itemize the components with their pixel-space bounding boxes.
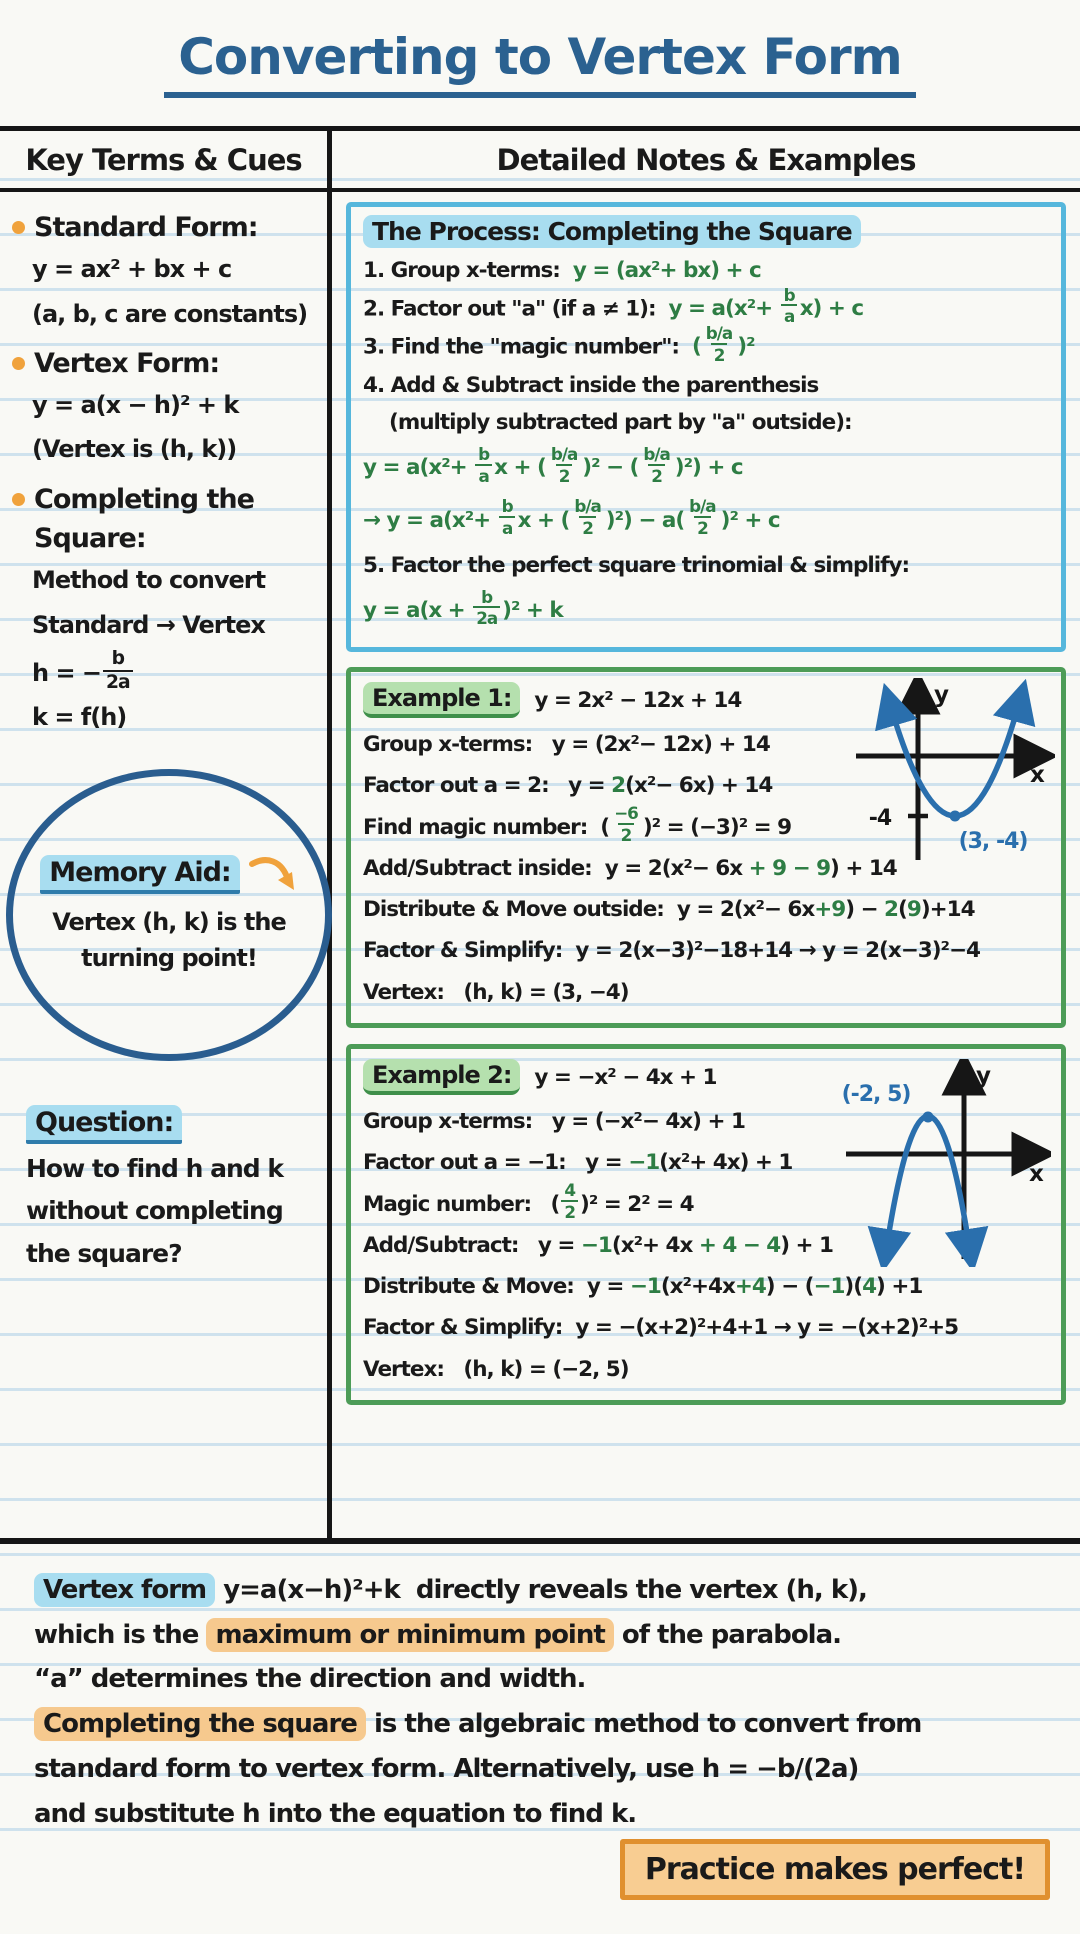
example1-step: Factor out a = 2: y = 2(x²− 6x) + 14 (363, 773, 773, 799)
key-term-line: Method to convert (32, 566, 266, 595)
question-label-row (26, 1107, 321, 1138)
hand-drawn-circle-icon (6, 769, 332, 1061)
process-title-row (363, 217, 1049, 246)
process-step: → y = a(x²+ $\frac{b}{a}$ x + ( $\frac{b/a}{2}$ )²) − a( $\frac{b/a}{2}$ )² + c (363, 496, 780, 539)
header-detailed-notes: Detailed Notes & Examples (496, 142, 916, 177)
example1-step: Distribute & Move outside: y = 2(x²− 6x+9) − 2(9)+14 (363, 897, 975, 923)
example1-step: Group x-terms: y = (2x²− 12x) + 14 (363, 732, 770, 758)
key-term-vertex-form (12, 344, 321, 472)
example2-step: Add/Subtract: y = −1(x²+ 4x + 4 − 4) + 1 (363, 1232, 834, 1258)
process-step: 1. Group x-terms: y = (ax²+ bx) + c (363, 258, 761, 283)
practice-badge: Practice makes perfect! (620, 1839, 1050, 1900)
process-step: y = a(x²+ $\frac{b}{a}$ x + ( $\frac{b/a}{2}$ )² − ( $\frac{b/a}{2}$ )²) + c (363, 443, 743, 486)
example1-step: Vertex: (h, k) = (3, −4) (363, 979, 629, 1005)
key-term-completing-square (12, 480, 321, 735)
header-key-terms: Key Terms & Cues (0, 131, 332, 188)
bullet-icon (12, 493, 25, 506)
process-step: (multiply subtracted part by "a" outside): (389, 410, 852, 436)
key-term-standard-form (12, 208, 321, 336)
question-line: without completing (26, 1196, 283, 1226)
question-block (12, 1107, 321, 1276)
page-title: Converting to Vertex Form (164, 28, 916, 98)
content-row (0, 192, 1080, 1544)
vertex-label: (3, -4) (958, 829, 1028, 855)
key-term-line: (Vertex is (h, k)) (32, 435, 237, 464)
question-label: Question: (26, 1105, 182, 1144)
example1-box (346, 667, 1066, 1028)
example2-step: Factor out a = −1: y = −1(x²+ 4x) + 1 (363, 1150, 793, 1176)
summary-line: which is the maximum or minimum point of the parabola. (34, 1619, 842, 1650)
example2-step: Distribute & Move: y = −1(x²+4x+4) − (−1)(4) +1 (363, 1274, 923, 1300)
question-line: the square? (26, 1238, 182, 1268)
key-term-line: y = ax² + bx + c (32, 255, 232, 284)
summary-line: Completing the square is the algebraic method to convert from (34, 1702, 1050, 1747)
example2-step: Group x-terms: y = (−x²− 4x) + 1 (363, 1109, 745, 1135)
example2-label: Example 2: (363, 1059, 520, 1095)
process-title: The Process: Completing the Square (363, 215, 861, 248)
summary-line: standard form to vertex form. Alternatively, use h = −b/(2a) (34, 1753, 859, 1784)
memory-aid-line: turning point! (81, 943, 257, 972)
y-tick-label: -4 (868, 806, 892, 832)
question-line: How to find h and k (26, 1153, 283, 1183)
process-step: y = a(x + $\frac{b}{2a}$ )² + k (363, 586, 563, 629)
key-term-line: y = a(x − h)² + k (32, 391, 239, 420)
key-term-label: Standard Form: (34, 212, 258, 243)
example1-parabola-graph (850, 678, 1055, 868)
bullet-icon (12, 357, 25, 370)
bullet-icon (12, 221, 25, 234)
example1-step: Factor & Simplify: y = 2(x−3)²−18+14 → y = 2(x−3)²−4 (363, 938, 980, 964)
example2-step: Vertex: (h, k) = (−2, 5) (363, 1356, 629, 1382)
example2-step: Factor & Simplify: y = −(x+2)²+4+1 → y = −(x+2)²+5 (363, 1315, 959, 1341)
memory-aid (6, 769, 332, 1061)
memory-aid-label: Memory Aid: (40, 855, 239, 894)
key-term-line: k = f(h) (32, 703, 127, 732)
vertex-label: (-2, 5) (841, 1082, 911, 1108)
example2-step: Magic number: ( $\frac{4}{2}$ )² = 2² = 4 (363, 1180, 694, 1223)
summary-line: and substitute h into the equation to find k. (34, 1798, 637, 1829)
key-term-line: Standard → Vertex (32, 610, 265, 639)
example2-box (346, 1044, 1066, 1405)
process-step: 3. Find the "magic number": ( $\frac{b/a}{2}$ )² (363, 323, 755, 365)
y-axis-label: y (934, 682, 948, 709)
process-step: 5. Factor the perfect square trinomial & simplify: (363, 553, 910, 578)
key-term-line: (a, b, c are constants) (32, 299, 308, 328)
key-term-head (12, 480, 321, 558)
summary-section (0, 1544, 1080, 1836)
example2-parabola-graph (836, 1059, 1051, 1267)
memory-aid-line: Vertex (h, k) is the (52, 907, 286, 936)
summary-line: Vertex form y=a(x−h)²+k directly reveals the vertex (h, k), (34, 1568, 1050, 1613)
example1-label: Example 1: (363, 682, 520, 718)
vertex-point (923, 1112, 934, 1123)
key-term-head (12, 344, 321, 383)
example1-equation: y = 2x² − 12x + 14 (534, 687, 742, 713)
example1-step: Add/Subtract inside: y = 2(x²− 6x + 9 − 9) + 14 (363, 855, 897, 881)
key-term-head (12, 208, 321, 247)
process-step: 2. Factor out "a" (if a ≠ 1): y = a(x²+ $\frac{b}{a}$ x) + c (363, 284, 864, 327)
process-step: 4. Add & Subtract inside the parenthesis (363, 372, 819, 398)
detailed-notes-column (332, 192, 1080, 1538)
example1-step: Find magic number: ( $\frac{-6}{2}$ )² = (−3)² = 9 (363, 803, 792, 846)
key-term-line: h = − $\frac{b}{2a}$ (12, 653, 321, 695)
summary-line: “a” determines the direction and width. (34, 1664, 586, 1695)
table-header-row (0, 126, 1080, 192)
key-terms-column (0, 192, 332, 1538)
x-axis-label: x (1030, 762, 1044, 789)
vertex-point (950, 811, 961, 822)
y-axis-label: y (976, 1063, 990, 1090)
ruled-paper-area (0, 126, 1080, 1836)
example2-equation: y = −x² − 4x + 1 (534, 1064, 717, 1090)
process-box (346, 202, 1066, 652)
key-term-label: Vertex Form: (34, 347, 220, 379)
key-term-label: Completing the Square: (34, 483, 254, 554)
title-area (0, 0, 1080, 126)
x-axis-label: x (1029, 1161, 1043, 1188)
